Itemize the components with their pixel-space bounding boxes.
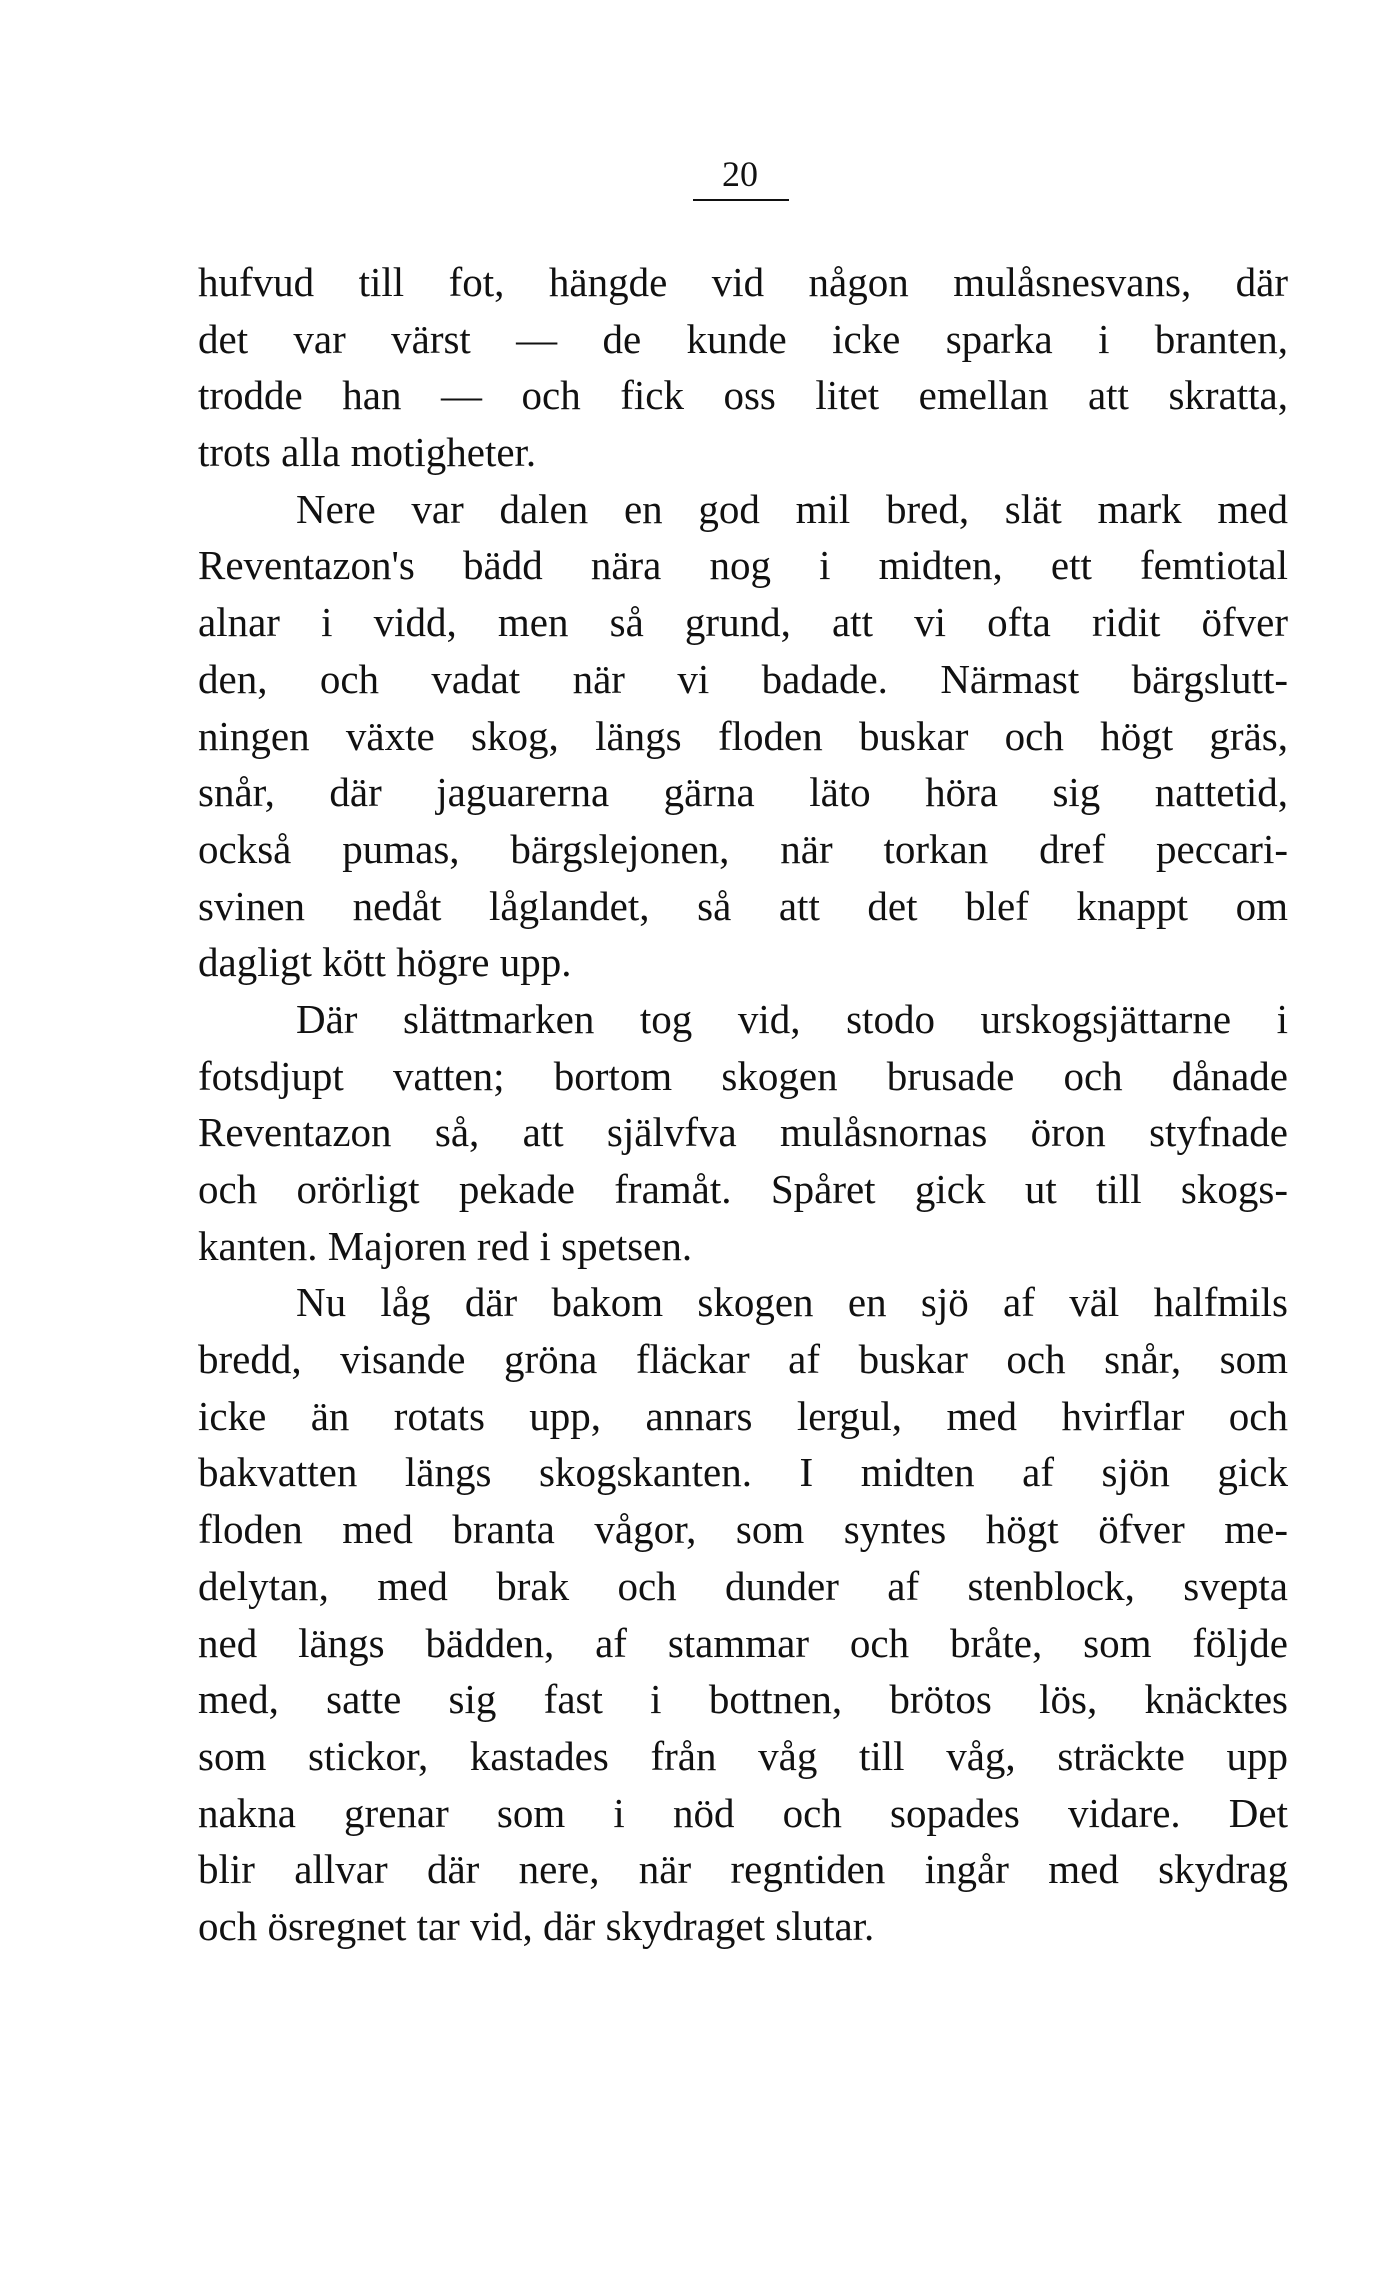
text-line: och orörligt pekade framåt. Spåret gick ut till skogs- (198, 1166, 1288, 1212)
text-line: trots alla motigheter. (198, 429, 537, 476)
text-line: dagligt kött högre upp. (198, 939, 572, 986)
page-number-rule (693, 199, 789, 201)
text-line: nakna grenar som i nöd och sopades vidare. Det (198, 1789, 1288, 1836)
text-line: snår, där jaguarerna gärna läto höra sig nattetid, (198, 769, 1288, 816)
text-line: ned längs bädden, af stammar och bråte, som följde (198, 1619, 1288, 1666)
text-line: svinen nedåt låglandet, så att det blef knappt om (198, 882, 1288, 929)
text-line: icke än rotats upp, annars lergul, med hvirflar och (198, 1392, 1288, 1439)
text-line: floden med branta vågor, som syntes högt öfver me- (198, 1506, 1288, 1553)
text-line: det var värst — de kunde icke sparka i branten, (198, 315, 1288, 362)
text-line: trodde han — och fick oss litet emellan att skratta, (198, 372, 1288, 419)
text-line: Nere var dalen en god mil bred, slät mark med (296, 485, 1288, 532)
text-line: och ösregnet tar vid, där skydraget slutar. (198, 1902, 875, 1949)
text-line: Nu låg där bakom skogen en sjö af väl halfmils (296, 1279, 1288, 1326)
text-line: som stickor, kastades från våg till våg, sträckte upp (198, 1732, 1288, 1779)
page-number: 20 (722, 154, 758, 194)
text-line: fotsdjupt vatten; bortom skogen brusade och dånade (198, 1052, 1288, 1099)
text-line: Reventazon så, att självfva mulåsnornas öron styfnade (198, 1109, 1288, 1156)
text-line: delytan, med brak och dunder af stenblock, svepta (198, 1562, 1288, 1609)
text-line: den, och vadat när vi badade. Närmast bärgslutt- (198, 655, 1288, 702)
text-line: alnar i vidd, men så grund, att vi ofta ridit öfver (198, 599, 1288, 646)
text-line: Reventazon's bädd nära nog i midten, ett femtiotal (198, 542, 1288, 589)
text-line: hufvud till fot, hängde vid någon mulåsnesvans, där (198, 259, 1288, 305)
text-line: också pumas, bärgslejonen, när torkan dref peccari- (198, 825, 1288, 872)
text-line: med, satte sig fast i bottnen, brötos lös, knäcktes (198, 1676, 1288, 1723)
text-line: bakvatten längs skogskanten. I midten af sjön gick (198, 1449, 1288, 1496)
text-line: kanten. Majoren red i spetsen. (198, 1222, 693, 1269)
text-line: bredd, visande gröna fläckar af buskar och snår, som (198, 1336, 1288, 1383)
body-text (198, 254, 1288, 1955)
text-line: blir allvar där nere, när regntiden ingår med skydrag (198, 1846, 1288, 1893)
text-line: ningen växte skog, längs floden buskar och högt gräs, (198, 712, 1288, 759)
text-line: Där slättmarken tog vid, stodo urskogsjättarne i (296, 995, 1288, 1042)
